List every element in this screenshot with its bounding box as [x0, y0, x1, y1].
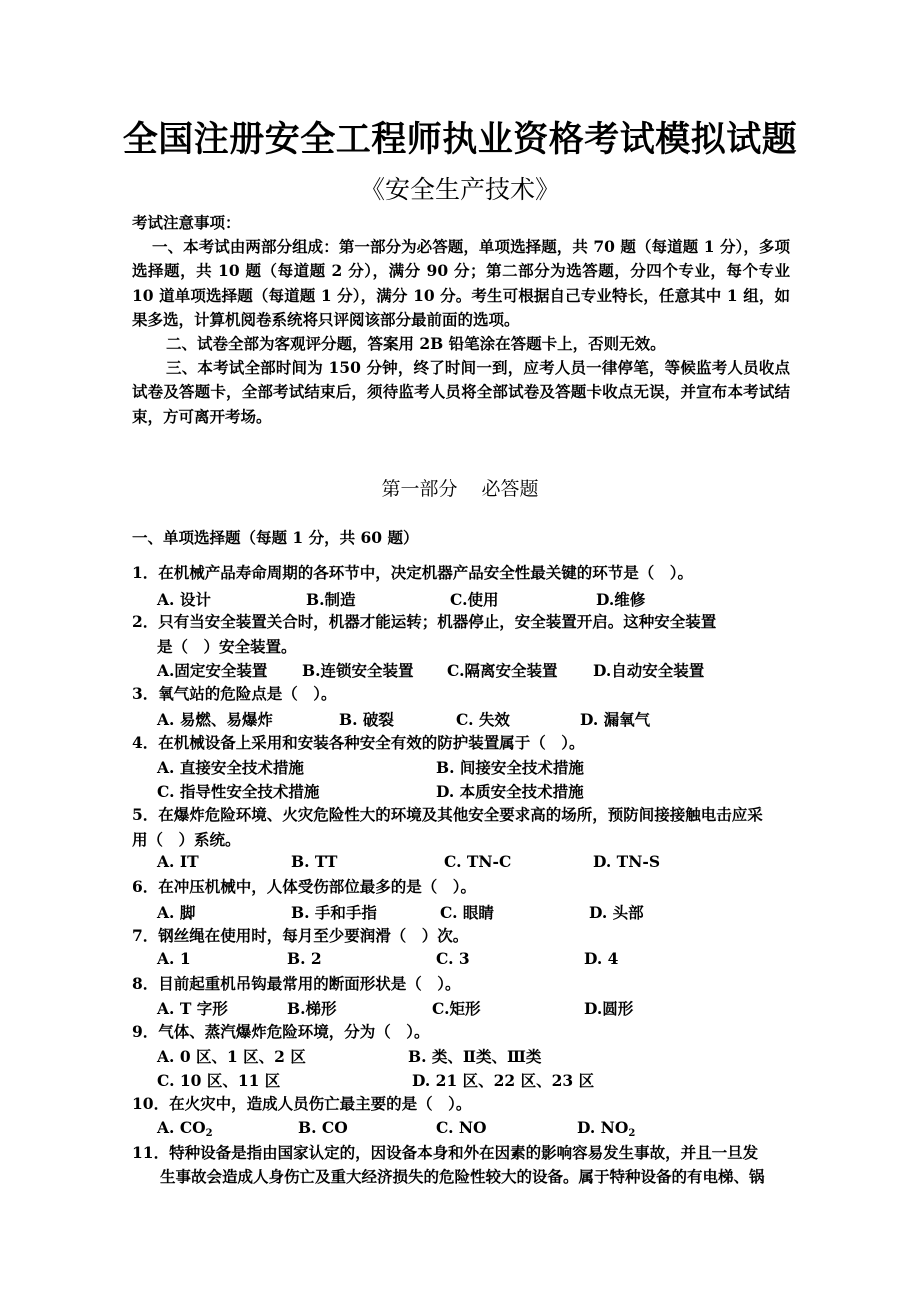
option-a [157, 1118, 213, 1139]
option-d-text: D. NO [577, 1118, 629, 1137]
option-a-text: A. CO [157, 1118, 206, 1137]
question-number: 10． [132, 1094, 170, 1113]
question-6 [132, 875, 792, 899]
option-d: D. 4 [584, 949, 619, 968]
question-text-continued: 用（ ）系统。 [132, 830, 241, 849]
option-a: A. 设计 [157, 590, 211, 609]
option-c: C. TN-C [444, 852, 512, 871]
option-d: D.维修 [596, 590, 646, 609]
question-11 [132, 1141, 792, 1165]
option-a: A.固定安全装置 [157, 661, 268, 680]
option-b: B. 破裂 [339, 710, 394, 729]
question-text: 目前起重机吊钩最常用的断面形状是（ ）。 [158, 974, 461, 993]
option-b: B. 2 [287, 949, 322, 968]
question-number: 7． [132, 926, 159, 945]
option-c: C. 失效 [456, 710, 510, 729]
part-title-name: 必答题 [481, 478, 539, 500]
question-text: 在爆炸危险环境、火灾危险性大的环境及其他安全要求高的场所，预防间接接触电击应采 [158, 805, 763, 824]
question-number: 3． [132, 684, 159, 703]
question-number: 6． [132, 877, 159, 896]
question-number: 11． [132, 1143, 170, 1162]
option-a: A. 易燃、易爆炸 [157, 710, 273, 729]
option-c: C. 3 [436, 949, 470, 968]
question-2 [132, 610, 792, 634]
question-number: 8． [132, 974, 159, 993]
question-9 [132, 1020, 792, 1044]
question-number: 1． [132, 563, 159, 582]
option-c: C.矩形 [432, 999, 481, 1018]
question-4 [132, 731, 792, 755]
note-paragraph-3: 三、本考试全部时间为 150 分钟，终了时间一到，应考人员一律停笔，等候监考人员收点试卷及答题卡，全部考试结束后，须待监考人员将全部试卷及答题卡收点无误，并宣布本考试结束，方可离开考场。 [132, 358, 790, 426]
note-paragraph-1: 一、本考试由两部分组成：第一部分为必答题，单项选择题，共 70 题（每道题 1 分），多项选择题，共 10 题（每道题 2 分），满分 90 分；第二部分为选答题，分四个专业，每个专业 10 道单项选择题（每道题 1 分），满分 10 分。考生可根据自己专业特长，任意其中 1 组，如果多选，计算机阅卷系统将只评阅该部分最前面的选项。 [132, 237, 790, 329]
option-d: D. TN-S [593, 852, 661, 871]
option-a: A. 脚 [157, 903, 196, 922]
option-d: D. 21 区、22 区、23 区 [412, 1071, 595, 1090]
option-a: A. IT [157, 852, 199, 871]
option-a: A. T 字形 [157, 999, 228, 1018]
option-b: B. CO [298, 1118, 348, 1137]
page-subtitle: 《安全生产技术》 [359, 175, 560, 204]
option-c: C. 指导性安全技术措施 [157, 782, 320, 801]
question-text: 在冲压机械中，人体受伤部位最多的是（ ）。 [158, 877, 477, 896]
page-title: 全国注册安全工程师执业资格考试模拟试题 [122, 119, 798, 160]
question-1 [132, 561, 792, 585]
question-text: 特种设备是指由国家认定的，因设备本身和外在因素的影响容易发生事故，并且一旦发 [169, 1143, 759, 1162]
option-d: D. 头部 [589, 903, 644, 922]
option-b: B.梯形 [287, 999, 337, 1018]
note-paragraph-2: 二、试卷全部为客观评分题，答案用 2B 铅笔涂在答题卡上，否则无效。 [166, 334, 666, 353]
option-c: C. 眼睛 [440, 903, 494, 922]
option-d: D.圆形 [584, 999, 634, 1018]
option-b: B.连锁安全装置 [302, 661, 414, 680]
option-a: A. 直接安全技术措施 [157, 758, 304, 777]
option-b: B.制造 [306, 590, 356, 609]
part-title-number: 第一部分 [381, 478, 458, 500]
option-b: B. 类、Ⅱ类、Ⅲ类 [408, 1047, 542, 1066]
question-number: 9． [132, 1022, 159, 1041]
option-d: D.自动安全装置 [593, 661, 705, 680]
question-5 [132, 803, 792, 827]
option-d: D. 漏氧气 [580, 710, 651, 729]
question-text: 在机械产品寿命周期的各环节中，决定机器产品安全性最关键的环节是（ ）。 [158, 563, 694, 582]
option-c: C. 10 区、11 区 [157, 1071, 281, 1090]
question-number: 2． [132, 612, 159, 631]
question-10 [132, 1092, 792, 1116]
question-number: 4． [132, 733, 159, 752]
option-c: C. NO [436, 1118, 487, 1137]
question-8 [132, 972, 792, 996]
option-a: A. 1 [157, 949, 191, 968]
option-d [577, 1118, 635, 1139]
question-text: 只有当安全装置关合时，机器才能运转；机器停止，安全装置开启。这种安全装置 [158, 612, 717, 631]
part-title [0, 474, 920, 501]
question-text: 氧气站的危险点是（ ）。 [158, 684, 337, 703]
section-title: 一、单项选择题（每题 1 分，共 60 题） [132, 528, 419, 547]
option-c: C.隔离安全装置 [447, 661, 558, 680]
option-d-subscript: 2 [628, 1128, 636, 1139]
question-number: 5． [132, 805, 159, 824]
option-c: C.使用 [450, 590, 499, 609]
question-text: 气体、蒸汽爆炸危险环境，分为（ ）。 [158, 1022, 430, 1041]
option-d: D. 本质安全技术措施 [436, 782, 584, 801]
question-3 [132, 682, 792, 706]
option-b: B. TT [291, 852, 338, 871]
option-b: B. 间接安全技术措施 [436, 758, 584, 777]
option-b: B. 手和手指 [291, 903, 377, 922]
option-a: A. 0 区、1 区、2 区 [157, 1047, 306, 1066]
question-text-continued: 是（ ）安全装置。 [157, 637, 297, 656]
question-text: 在机械设备上采用和安装各种安全有效的防护装置属于（ ）。 [158, 733, 585, 752]
question-text-continued: 生事故会造成人身伤亡及重大经济损失的危险性较大的设备。属于特种设备的有电梯、锅 [160, 1167, 765, 1186]
question-text: 在火灾中，造成人员伤亡最主要的是（ ）。 [169, 1094, 472, 1113]
notes-heading: 考试注意事项： [132, 213, 241, 232]
option-a-subscript: 2 [205, 1128, 213, 1139]
question-7 [132, 924, 792, 948]
question-text: 钢丝绳在使用时，每月至少要润滑（ ）次。 [158, 926, 469, 945]
